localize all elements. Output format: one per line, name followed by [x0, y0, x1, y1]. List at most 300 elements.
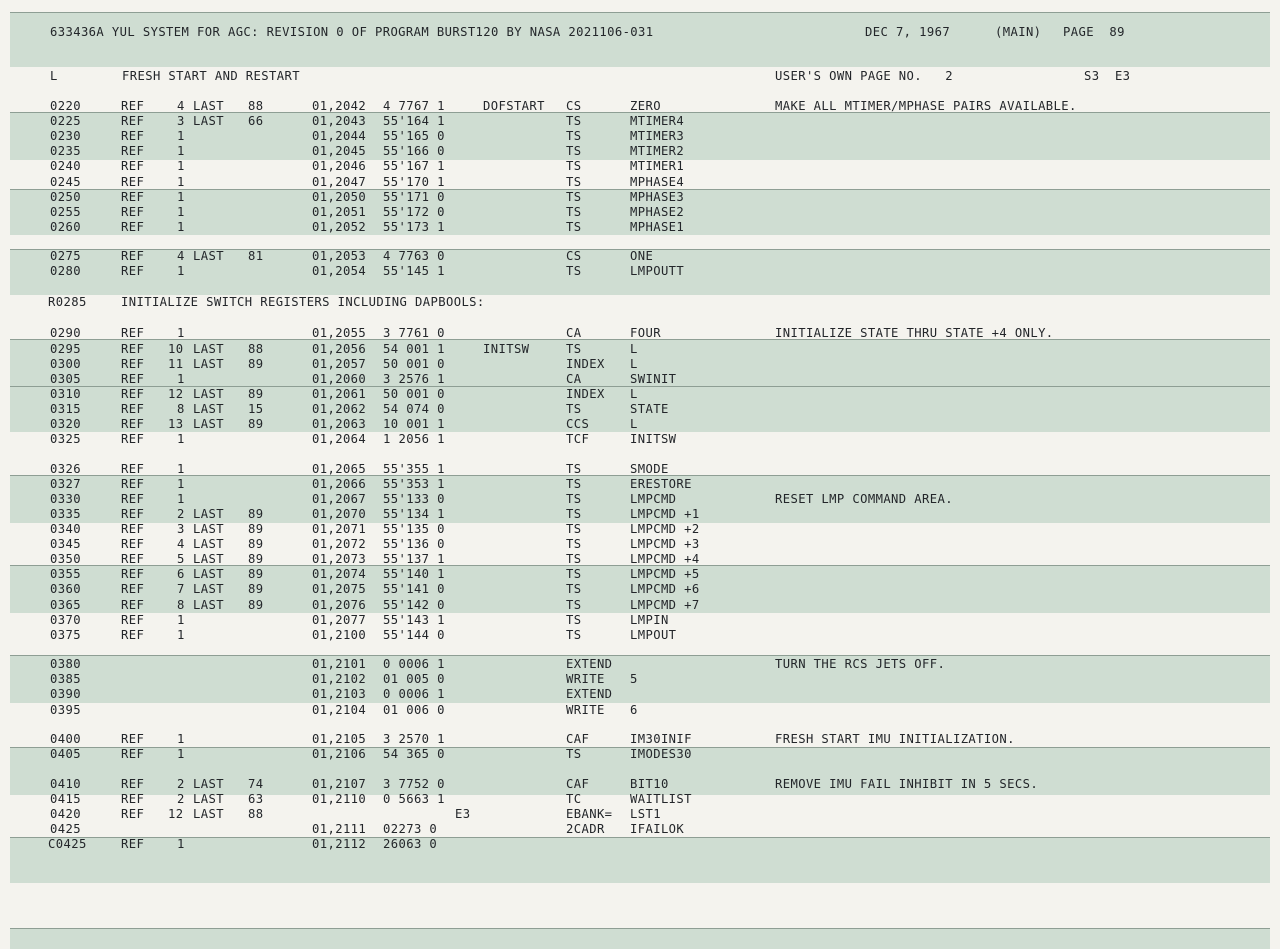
cell-last: LAST	[193, 597, 224, 612]
cell-addr: 01,2075	[312, 582, 367, 597]
cell-page: 89	[248, 567, 264, 582]
listing-row	[0, 837, 1280, 852]
cell-card: 0345	[50, 537, 81, 552]
cell-page: 89	[248, 552, 264, 567]
cell-count: 1	[177, 612, 185, 627]
cell-word: 55'142 0	[383, 597, 445, 612]
cell-card: 0290	[50, 326, 81, 341]
cell-word: 55'143 1	[383, 612, 445, 627]
cell-ref: REF	[121, 612, 145, 627]
cell-op: TS	[566, 747, 582, 762]
cell-word: 01 005 0	[383, 672, 445, 687]
cell-operand: STATE	[630, 401, 669, 416]
cell-count: 7	[177, 582, 185, 597]
cell-op: EBANK=	[566, 806, 613, 821]
cell-op: 2CADR	[566, 821, 605, 836]
cell-addr: 01,2104	[312, 702, 367, 717]
cell-ref: REF	[121, 522, 145, 536]
cell-ref: REF	[121, 432, 145, 447]
cell-op: CA	[566, 326, 582, 341]
listing-row	[0, 582, 1280, 597]
cell-count: 4	[177, 537, 185, 552]
cell-ref: REF	[121, 144, 145, 159]
cell-op: INDEX	[566, 356, 605, 371]
cell-word: 0 0006 1	[383, 687, 445, 702]
header-date: DEC 7, 1967	[865, 25, 951, 39]
cell-card: 0250	[50, 189, 81, 204]
cell-addr: 01,2063	[312, 417, 367, 431]
cell-page: 88	[248, 341, 264, 356]
cell-last: LAST	[193, 249, 224, 264]
cell-count: 1	[177, 219, 185, 234]
cell-operand: LMPCMD +6	[630, 582, 700, 597]
listing-header	[0, 25, 1280, 40]
cell-ref: REF	[121, 159, 145, 174]
cell-ref: REF	[121, 401, 145, 416]
listing-row	[0, 417, 1280, 432]
cell-operand: LMPCMD +7	[630, 597, 700, 612]
cell-count: 8	[177, 597, 185, 612]
cell-op: TS	[566, 597, 582, 612]
cell-word: 50 001 0	[383, 356, 445, 371]
cell-card: 0420	[50, 806, 81, 821]
cell-card: 0305	[50, 371, 81, 386]
cell-word: 55'166 0	[383, 144, 445, 159]
cell-op: TS	[566, 582, 582, 597]
cell-count: 1	[177, 144, 185, 159]
listing-row	[0, 402, 1280, 417]
listing-row	[0, 114, 1280, 129]
cell-op: CS	[566, 249, 582, 264]
cell-word: 55'145 1	[383, 264, 445, 279]
cell-word: 55'165 0	[383, 129, 445, 144]
cell-op: TS	[566, 159, 582, 174]
cell-word: 55'135 0	[383, 522, 445, 536]
cell-op: WRITE	[566, 672, 605, 687]
cell-word: 55'144 0	[383, 627, 445, 642]
cell-word: 54 074 0	[383, 401, 445, 416]
cell-op: CA	[566, 371, 582, 386]
cell-operand: MTIMER4	[630, 114, 685, 129]
cell-operand: MTIMER1	[630, 159, 685, 174]
cell-addr: 01,2110	[312, 791, 367, 806]
cell-op: TS	[566, 189, 582, 204]
cell-addr: 01,2111	[312, 821, 367, 836]
cell-word: 55'355 1	[383, 461, 445, 476]
cell-operand: ZERO	[630, 99, 661, 113]
cell-op: CCS	[566, 417, 590, 431]
cell-comment: INITIALIZE STATE THRU STATE +4 ONLY.	[775, 326, 1054, 341]
listing-row	[0, 432, 1280, 447]
listing-row	[0, 264, 1280, 279]
cell-op: TS	[566, 612, 582, 627]
listing-row	[0, 507, 1280, 522]
cell-ref: REF	[121, 219, 145, 234]
cell-addr: 01,2056	[312, 341, 367, 356]
cell-op: TS	[566, 204, 582, 219]
cell-addr: 01,2067	[312, 491, 367, 506]
cell-addr: 01,2064	[312, 432, 367, 447]
cell-last: LAST	[193, 114, 224, 129]
cell-operand: LMPIN	[630, 612, 669, 627]
cell-operand: IMODES30	[630, 747, 692, 762]
cell-page: 66	[248, 114, 264, 129]
cell-op: TS	[566, 567, 582, 582]
cell-ref: REF	[121, 264, 145, 279]
cell-ref: REF	[121, 249, 145, 264]
cell-card: 0325	[50, 432, 81, 447]
cell-count: 2	[177, 776, 185, 791]
cell-count: 10	[168, 341, 184, 356]
cell-op: TS	[566, 341, 582, 356]
cell-last: LAST	[193, 791, 224, 806]
cell-ref: REF	[121, 537, 145, 552]
cell-card: 0410	[50, 776, 81, 791]
cell-addr: 01,2050	[312, 189, 367, 204]
cell-card: 0350	[50, 552, 81, 567]
cell-last: LAST	[193, 417, 224, 431]
cell-card: 0370	[50, 612, 81, 627]
cell-card: 0360	[50, 582, 81, 597]
cell-addr: 01,2062	[312, 401, 367, 416]
listing-row	[0, 387, 1280, 402]
cell-addr: 01,2066	[312, 476, 367, 491]
cell-op: TS	[566, 491, 582, 506]
cell-addr: 01,2103	[312, 687, 367, 702]
cell-page: 89	[248, 417, 264, 431]
cell-comment: RESET LMP COMMAND AREA.	[775, 491, 953, 506]
cell-last: LAST	[193, 341, 224, 356]
cell-word: 55'171 0	[383, 189, 445, 204]
cell-last: LAST	[193, 401, 224, 416]
cell-operand: L	[630, 417, 638, 431]
cell-operand: ERESTORE	[630, 476, 692, 491]
cell-ref: REF	[121, 747, 145, 762]
cell-count: 1	[177, 204, 185, 219]
listing-row	[0, 342, 1280, 357]
cell-operand: MPHASE3	[630, 189, 685, 204]
cell-count: 1	[177, 837, 185, 851]
cell-word: 4 7763 0	[383, 249, 445, 264]
listing-row	[0, 672, 1280, 687]
cell-ref: REF	[121, 174, 145, 189]
cell-operand: SWINIT	[630, 371, 677, 386]
cell-count: 1	[177, 264, 185, 279]
cell-ref: REF	[121, 189, 145, 204]
cell-operand: LMPCMD +3	[630, 537, 700, 552]
cell-addr: 01,2076	[312, 597, 367, 612]
cell-ref: REF	[121, 552, 145, 567]
cell-page: 15	[248, 401, 264, 416]
cell-op: TCF	[566, 432, 590, 447]
cell-word: 55'141 0	[383, 582, 445, 597]
cell-page: 81	[248, 249, 264, 264]
cell-card: 0390	[50, 687, 81, 702]
cell-op: TS	[566, 537, 582, 552]
cell-word: 3 7761 0	[383, 326, 445, 341]
cell-word: 55'133 0	[383, 491, 445, 506]
cell-card: 0335	[50, 506, 81, 521]
cell-operand: LMPCMD +5	[630, 567, 700, 582]
cell-card: 0320	[50, 417, 81, 431]
listing-row	[0, 792, 1280, 807]
cell-addr: 01,2043	[312, 114, 367, 129]
cell-word: 55'134 1	[383, 506, 445, 521]
cell-ref: REF	[121, 114, 145, 129]
listing-row	[0, 537, 1280, 552]
listing-row	[0, 205, 1280, 220]
cell-addr: 01,2073	[312, 552, 367, 567]
listing-row	[0, 747, 1280, 762]
cell-word: 55'137 1	[383, 552, 445, 567]
listing-row	[0, 129, 1280, 144]
cell-operand: MPHASE2	[630, 204, 685, 219]
cell-count: 5	[177, 552, 185, 567]
cell-last: LAST	[193, 356, 224, 371]
cell-last: LAST	[193, 567, 224, 582]
cell-comment: TURN THE RCS JETS OFF.	[775, 657, 946, 672]
cell-op: TS	[566, 114, 582, 129]
cell-card: 0225	[50, 114, 81, 129]
cell-operand: BIT10	[630, 776, 669, 791]
cell-operand: SMODE	[630, 461, 669, 476]
cell-ref: REF	[121, 371, 145, 386]
cell-op: EXTEND	[566, 687, 613, 702]
cell-count: 12	[168, 806, 184, 821]
cell-addr: 01,2055	[312, 326, 367, 341]
cell-card: 0415	[50, 791, 81, 806]
cell-operand: LST1	[630, 806, 661, 821]
cell-count: 1	[177, 732, 185, 746]
cell-word: 26063 0	[383, 837, 438, 851]
cell-label: DOFSTART	[483, 99, 545, 113]
listing-row	[0, 492, 1280, 507]
cell-count: 1	[177, 461, 185, 476]
cell-addr: 01,2070	[312, 506, 367, 521]
cell-last: LAST	[193, 776, 224, 791]
cell-label: INITSW	[483, 341, 530, 356]
cell-card: 0245	[50, 174, 81, 189]
cell-word: 55'173 1	[383, 219, 445, 234]
cell-operand: MPHASE4	[630, 174, 685, 189]
cell-addr: 01,2051	[312, 204, 367, 219]
cell-count: 4	[177, 99, 185, 113]
cell-addr: 01,2046	[312, 159, 367, 174]
cell-addr: 01,2074	[312, 567, 367, 582]
cell-card: 0400	[50, 732, 81, 746]
cell-word: 55'167 1	[383, 159, 445, 174]
page-title-text: FRESH START AND RESTART	[122, 69, 300, 83]
cell-word: 0 5663 1	[383, 791, 445, 806]
cell-word: 4 7767 1	[383, 99, 445, 113]
cell-ref: REF	[121, 417, 145, 431]
cell-word: 55'170 1	[383, 174, 445, 189]
cell-count: 4	[177, 249, 185, 264]
listing-row	[0, 144, 1280, 159]
cell-ref: REF	[121, 806, 145, 821]
cell-count: 1	[177, 129, 185, 144]
cell-card: 0385	[50, 672, 81, 687]
cell-addr: 01,2044	[312, 129, 367, 144]
cell-count: 2	[177, 506, 185, 521]
cell-last: LAST	[193, 806, 224, 821]
cell-operand: LMPCMD +4	[630, 552, 700, 567]
listing-row	[0, 687, 1280, 702]
listing-row	[0, 175, 1280, 190]
cell-ref: REF	[121, 476, 145, 491]
cell-word: 10 001 1	[383, 417, 445, 431]
cell-ref: REF	[121, 129, 145, 144]
cell-page: 63	[248, 791, 264, 806]
cell-ref: REF	[121, 582, 145, 597]
cell-count: 1	[177, 326, 185, 341]
listing-row	[0, 99, 1280, 114]
cell-page: 89	[248, 537, 264, 552]
cell-op: EXTEND	[566, 657, 613, 672]
cell-operand: L	[630, 356, 638, 371]
cell-addr: 01,2112	[312, 837, 367, 851]
cell-addr: 01,2045	[312, 144, 367, 159]
section-heading	[0, 295, 1280, 310]
cell-word: 55'164 1	[383, 114, 445, 129]
cell-op: CAF	[566, 776, 590, 791]
cell-operand: LMPCMD +2	[630, 522, 700, 536]
cell-operand: 6	[630, 702, 638, 717]
cell-word: 55'140 1	[383, 567, 445, 582]
cell-count: 3	[177, 114, 185, 129]
cell-word: 01 006 0	[383, 702, 445, 717]
listing-row	[0, 613, 1280, 628]
cell-card: 0365	[50, 597, 81, 612]
cell-addr: 01,2071	[312, 522, 367, 536]
cell-word: 1 2056 1	[383, 432, 445, 447]
cell-last: LAST	[193, 522, 224, 536]
cell-count: 1	[177, 371, 185, 386]
cell-ref: REF	[121, 567, 145, 582]
cell-op: TS	[566, 476, 582, 491]
cell-addr: 01,2072	[312, 537, 367, 552]
cell-ref: REF	[121, 386, 145, 401]
cell-last: LAST	[193, 582, 224, 597]
header-page: PAGE 89	[1063, 25, 1125, 39]
listing-row	[0, 657, 1280, 672]
cell-word: 02273 0	[383, 821, 438, 836]
cell-word: 55'353 1	[383, 476, 445, 491]
cell-count: 6	[177, 567, 185, 582]
cell-op: WRITE	[566, 702, 605, 717]
cell-op: INDEX	[566, 386, 605, 401]
cell-count: 1	[177, 174, 185, 189]
cell-ref: REF	[121, 627, 145, 642]
cell-card: 0355	[50, 567, 81, 582]
listing-row	[0, 220, 1280, 235]
header-section: (MAIN)	[995, 25, 1042, 39]
listing-row	[0, 628, 1280, 643]
cell-comment: REMOVE IMU FAIL INHIBIT IN 5 SECS.	[775, 776, 1039, 791]
cell-page: 89	[248, 597, 264, 612]
cell-card: 0230	[50, 129, 81, 144]
cell-ref: REF	[121, 326, 145, 341]
cell-count: 1	[177, 432, 185, 447]
cell-operand: IM30INIF	[630, 732, 692, 746]
header-title: 633436A YUL SYSTEM FOR AGC: REVISION 0 OF PROGRAM BURST120 BY NASA 2021106-031	[50, 25, 654, 39]
cell-count: 1	[177, 476, 185, 491]
cell-addr: 01,2106	[312, 747, 367, 762]
cell-operand: LMPCMD	[630, 491, 677, 506]
cell-card: 0340	[50, 522, 81, 536]
cell-count: 1	[177, 159, 185, 174]
cell-count: 13	[168, 417, 184, 431]
cell-op: TS	[566, 552, 582, 567]
cell-page: 88	[248, 99, 264, 113]
listing-row	[0, 807, 1280, 822]
listing-row	[0, 372, 1280, 387]
listing-row	[0, 249, 1280, 264]
cell-addr: 01,2077	[312, 612, 367, 627]
cell-op: TS	[566, 522, 582, 536]
listing-row	[0, 357, 1280, 372]
cell-count: 8	[177, 401, 185, 416]
cell-operand: MPHASE1	[630, 219, 685, 234]
cell-word: E3	[455, 806, 471, 821]
cell-op: CS	[566, 99, 582, 113]
page-title	[0, 69, 1280, 84]
cell-ref: REF	[121, 99, 145, 113]
cell-card: 0240	[50, 159, 81, 174]
cell-operand: WAITLIST	[630, 791, 692, 806]
page-title-tag: L	[50, 69, 58, 83]
cell-card: 0310	[50, 386, 81, 401]
cell-addr: 01,2105	[312, 732, 367, 746]
cell-count: 11	[168, 356, 184, 371]
cell-card: 0395	[50, 702, 81, 717]
cell-comment: FRESH START IMU INITIALIZATION.	[775, 732, 1015, 746]
cell-ref: REF	[121, 461, 145, 476]
cell-ref: REF	[121, 837, 145, 851]
cell-ref: REF	[121, 597, 145, 612]
cell-count: 1	[177, 627, 185, 642]
cell-count: 2	[177, 791, 185, 806]
cell-addr: 01,2100	[312, 627, 367, 642]
cell-last: LAST	[193, 506, 224, 521]
listing-row	[0, 732, 1280, 747]
cell-last: LAST	[193, 99, 224, 113]
cell-count: 12	[168, 386, 184, 401]
cell-count: 1	[177, 747, 185, 762]
cell-card: 0300	[50, 356, 81, 371]
cell-ref: REF	[121, 356, 145, 371]
cell-op: CAF	[566, 732, 590, 746]
cell-operand: FOUR	[630, 326, 661, 341]
cell-card: 0425	[50, 821, 81, 836]
cell-addr: 01,2101	[312, 657, 367, 672]
cell-card: 0220	[50, 99, 81, 113]
listing-row	[0, 522, 1280, 537]
cell-op: TS	[566, 401, 582, 416]
cell-page: 89	[248, 522, 264, 536]
cell-operand: L	[630, 341, 638, 356]
cell-op: TS	[566, 264, 582, 279]
cell-operand: LMPOUT	[630, 627, 677, 642]
cell-ref: REF	[121, 506, 145, 521]
cell-card: 0260	[50, 219, 81, 234]
cell-card: 0326	[50, 461, 81, 476]
cell-ref: REF	[121, 791, 145, 806]
cell-addr: 01,2054	[312, 264, 367, 279]
cell-operand: 5	[630, 672, 638, 687]
listing-row	[0, 190, 1280, 205]
cell-card: 0330	[50, 491, 81, 506]
